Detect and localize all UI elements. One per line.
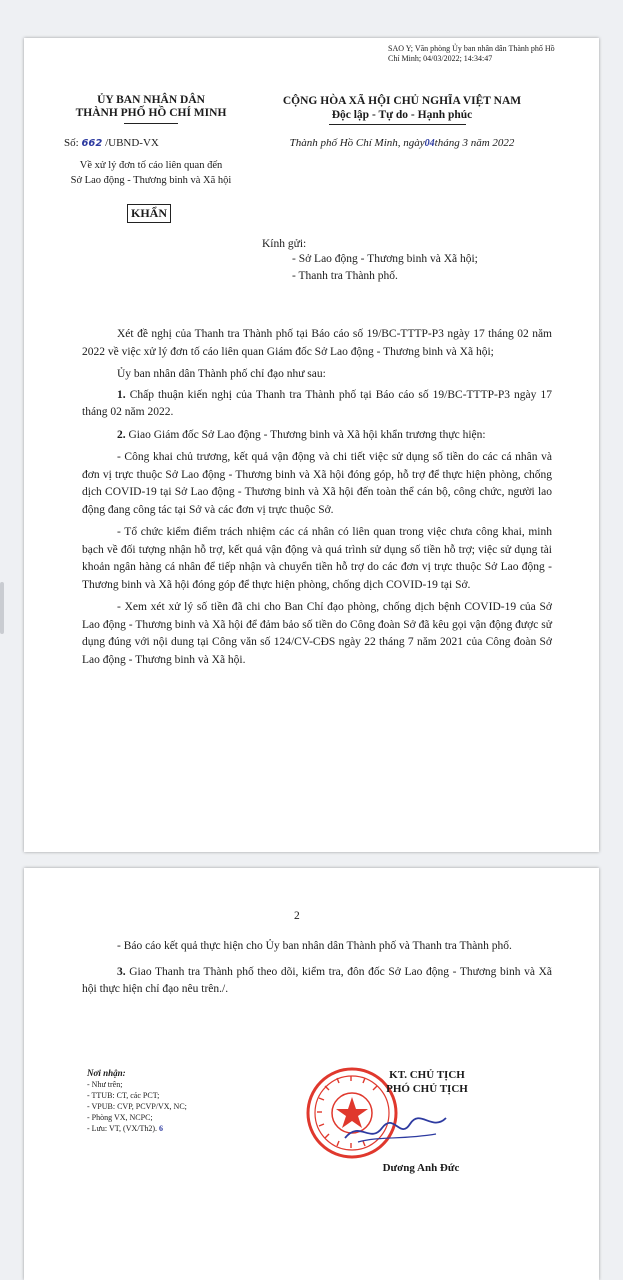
motto-underline [329,124,466,125]
scroll-indicator[interactable] [0,582,4,634]
paragraph-directive: Ủy ban nhân dân Thành phố chỉ đạo như sau: [117,368,326,380]
issuing-organization: ỦY BAN NHÂN DÂN THÀNH PHỐ HỒ CHÍ MINH [75,94,227,119]
recipient-entry: - TTUB: CT, các PCT; [87,1091,160,1100]
org-underline [124,123,178,124]
urgent-stamp: KHẨN [127,204,171,223]
directive-item-1: 1. Chấp thuận kiến nghị của Thanh tra Thành phố tại Báo cáo số 19/BC-TTTP-P3 ngày 17 tháng 02 năm 2022. [82,388,552,418]
copy-stamp: SAO Y; Văn phòng Ủy ban nhân dân Thành phố Hồ Chí Minh; 04/03/2022; 14:34:47 [388,44,555,63]
directive-item-3: 3. Giao Thanh tra Thành phố theo dõi, kiểm tra, đôn đốc Sở Lao động - Thương binh và Xã hội thực hiện chỉ đạo nêu trên./. [82,965,552,995]
document-body-page-1 [82,326,552,674]
archive-count: 6 [159,1124,164,1133]
document-body-page-2 [82,938,552,1007]
recipient-entry: - Lưu: VT, (VX/Th2). 6 [87,1124,164,1133]
recipient-line-2: - Thanh tra Thành phố. [292,270,398,282]
directive-item-2: 2. Giao Giám đốc Sở Lao động - Thương binh và Xã hội khẩn trương thực hiện: [117,428,486,441]
signature-block-title: KT. CHỦ TỊCH PHÓ CHỦ TỊCH [386,1069,468,1095]
national-header: CỘNG HÒA XÃ HỘI CHỦ NGHĨA VIỆT NAM Độc lập - Tự do - Hạnh phúc [282,95,522,121]
document-date: Thành phố Hồ Chí Minh, ngày04tháng 3 năm 2022 [289,137,515,149]
recipient-entry: - Phòng VX, NCPC; [87,1113,153,1122]
bullet-report-results: - Báo cáo kết quả thực hiện cho Ủy ban nhân dân Thành phố và Thanh tra Thành phố. [117,940,512,952]
paragraph-context: Xét đề nghị của Thanh tra Thành phố tại Báo cáo số 19/BC-TTTP-P3 ngày 17 tháng 02 năm 2022 về việc xử lý đơn tố cáo liên quan Giám đốc Sở Lao động - Thương binh và Xã hội; [82,328,552,358]
recipient-entry: - Như trên; [87,1080,123,1089]
recipient-line-1: - Sở Lao động - Thương binh và Xã hội; [292,253,478,265]
bullet-handle-funds: - Xem xét xử lý số tiền đã chi cho Ban Chỉ đạo phòng, chống dịch bệnh COVID-19 của Sở Lao động - Thương binh và Xã hội để đảm bảo số tiền do Công đoàn Sở đã kêu gọi vận động được sử dụng đúng với nội dung tại Công văn số 124/CV-CĐS ngày 22 tháng 7 năm 2021 của Công đoàn Sở Lao động - Thương binh và Xã hội. [82,601,552,666]
bullet-review-responsibility: - Tổ chức kiểm điểm trách nhiệm các cá nhân có liên quan trong việc chưa công khai, minh bạch về đối tượng nhận hỗ trợ, kết quả vận động và quá trình sử dụng số tiền hỗ trợ; việc sử dụng tài khoản ngân hàng cá nhân để tiếp nhận và chuyển tiền hỗ trợ do các đơn vị trực thuộc Sở Lao động - Thương binh và Xã hội đóng góp để thực hiện phòng, chống dịch COVID-19 tại Sở. [82,526,552,591]
document-subject: Về xử lý đơn tố cáo liên quan đến Sở Lao động - Thương binh và Xã hội [70,160,232,186]
handwritten-signature [340,1110,450,1150]
recipients-list: Nơi nhận: - Như trên; - TTUB: CT, các PCT; - VPUB: CVP, PCVP/VX, NC; - Phòng VX, NCPC; - Lưu: VT, (VX/Th2). 6 [87,1068,267,1134]
recipient-entry: - VPUB: CVP, PCVP/VX, NC; [87,1102,187,1111]
salutation: Kính gửi: [262,238,307,250]
bullet-publicize: - Công khai chủ trương, kết quả vận động và chi tiết việc sử dụng số tiền do các cá nhân và đơn vị trực thuộc Sở Lao động - Thương binh và Xã hội đóng góp, hỗ trợ để thực hiện phòng, chống dịch COVID-19 tại Sở Lao động - Thương binh và Xã hội đến toàn thể cán bộ, công chức, người lao động đang công tác tại Sở và các đơn vị trực thuộc Sở. [82,451,552,516]
signer-name: Dương Anh Đức [382,1162,460,1174]
document-number: Số: 662 /UBND-VX [64,137,159,149]
page-number: 2 [294,910,300,922]
